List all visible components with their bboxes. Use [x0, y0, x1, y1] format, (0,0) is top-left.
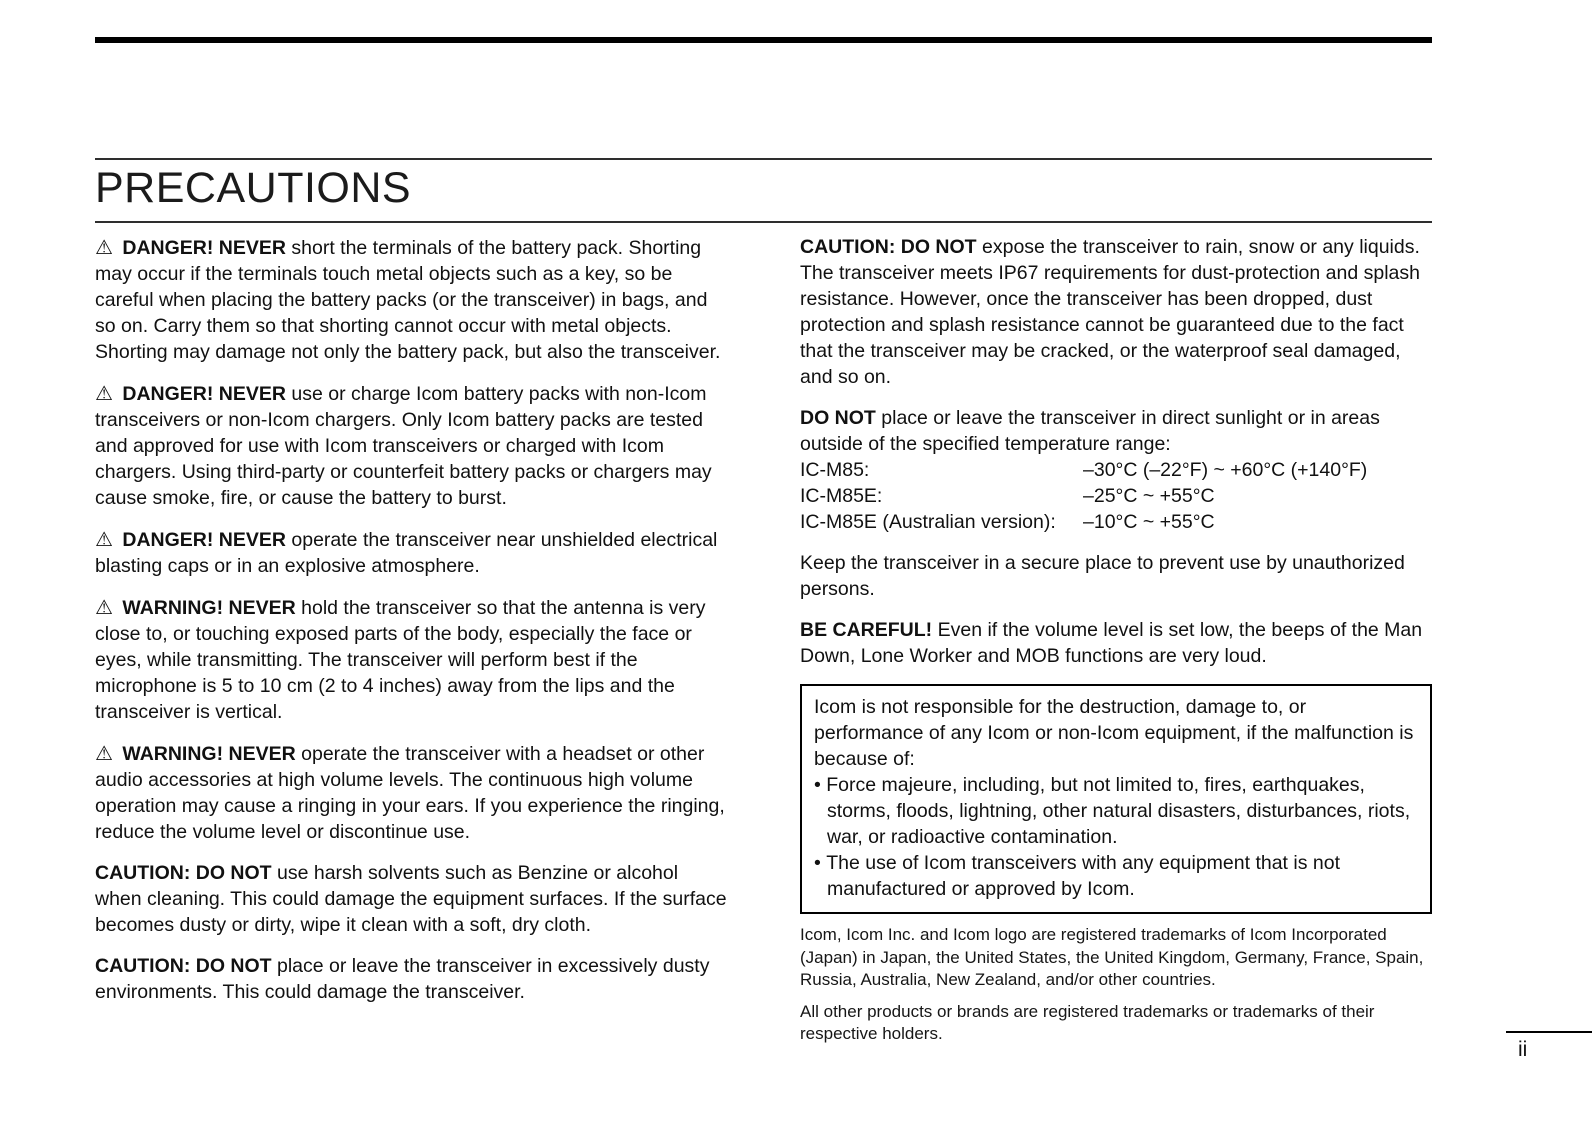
temperature-range: –10°C ~ +55°C: [1083, 511, 1215, 533]
danger-battery-charging-paragraph: [95, 380, 727, 511]
paragraph-text: use harsh solvents such as Benzine or alcohol when cleaning. This could damage the equipment surfaces. If the surface becomes dusty or dirty, wipe it clean with a soft, dry cloth.: [95, 862, 727, 936]
title-block: [95, 158, 1432, 223]
liability-intro: Icom is not responsible for the destruction, damage to, or performance of any Icom or non-Icom equipment, if the malfunction is because of:: [814, 696, 1414, 770]
temperature-table: [800, 457, 1432, 535]
liability-bullet-list: [814, 772, 1418, 902]
paragraph-text: operate the transceiver near unshielded electrical blasting caps or in an explosive atmosphere.: [95, 529, 718, 577]
paragraph-lead: DANGER! NEVER: [122, 383, 286, 405]
paragraph-lead: CAUTION: DO NOT: [95, 955, 272, 977]
page-footer: [1506, 1031, 1592, 1062]
paragraph-text: place or leave the transceiver in excessively dusty environments. This could damage the transceiver.: [95, 955, 710, 1003]
trademark-notice-icom: Icom, Icom Inc. and Icom logo are registered trademarks of Icom Incorporated (Japan) in Japan, the United States, the United Kingdom, Germany, France, Spain, Russia, Australia, New Zealand, and/or other countries.: [800, 925, 1424, 989]
warning-icon: ⚠: [95, 741, 113, 765]
page-number: ii: [1518, 1038, 1528, 1061]
paragraph-lead: CAUTION: DO NOT: [800, 236, 977, 258]
danger-blasting-caps-paragraph: [95, 526, 727, 579]
right-column: [800, 234, 1432, 1046]
paragraph-text: place or leave the transceiver in direct sunlight or in areas outside of the specified temperature range:: [800, 407, 1380, 455]
warning-icon: ⚠: [95, 235, 113, 259]
paragraph-text: hold the transceiver so that the antenna is very close to, or touching exposed parts of the body, especially the face or eyes, while transmitting. The transceiver will perform best if the microphone is 5 to 10 cm (2 to 4 inches) away from the lips and the transceiver is vertical.: [95, 597, 706, 723]
temperature-range: –30°C (–22°F) ~ +60°C (+140°F): [1083, 459, 1368, 481]
liability-bullet: • Force majeure, including, but not limited to, fires, earthquakes, storms, floods, lightning, other natural disasters, disturbances, riots, war, or radioactive contamination.: [814, 772, 1418, 850]
paragraph-text: expose the transceiver to rain, snow or any liquids. The transceiver meets IP67 requirements for dust-protection and splash resistance. However, once the transceiver has been dropped, dust protection and splash resistance cannot be guaranteed due to the fact that the transceiver may be cracked, or the waterproof seal damaged, and so on.: [800, 236, 1420, 388]
model-label: IC-M85:: [800, 459, 870, 481]
warning-icon: ⚠: [95, 527, 113, 551]
liability-notice-box: [800, 684, 1432, 914]
caution-dusty-environment-paragraph: [95, 953, 727, 1005]
paragraph-lead: BE CAREFUL!: [800, 619, 933, 641]
secure-place-paragraph: Keep the transceiver in a secure place to prevent use by unauthorized persons.: [800, 552, 1405, 600]
page-title: PRECAUTIONS: [95, 164, 412, 212]
be-careful-paragraph: [800, 617, 1432, 669]
warning-icon: ⚠: [95, 381, 113, 405]
caution-solvents-paragraph: [95, 860, 727, 938]
paragraph-text: Even if the volume level is set low, the beeps of the Man Down, Lone Worker and MOB functions are very loud.: [800, 619, 1423, 667]
warning-antenna-paragraph: [95, 594, 727, 725]
temperature-row: [800, 483, 1432, 509]
temperature-row: [800, 457, 1432, 483]
paragraph-lead: WARNING! NEVER: [122, 743, 296, 765]
liability-bullet: • The use of Icom transceivers with any equipment that is not manufactured or approved by Icom.: [814, 850, 1418, 902]
temperature-row: [800, 509, 1432, 535]
model-label: IC-M85E:: [800, 485, 883, 507]
danger-battery-shorting-paragraph: [95, 234, 727, 365]
paragraph-lead: DANGER! NEVER: [122, 529, 286, 551]
top-rule: [95, 37, 1432, 43]
paragraph-lead: DANGER! NEVER: [122, 237, 286, 259]
left-column: [95, 234, 727, 1046]
warning-headset-volume-paragraph: [95, 740, 727, 845]
paragraph-lead: DO NOT: [800, 407, 876, 429]
paragraph-text: short the terminals of the battery pack. Shorting may occur if the terminals touch metal objects such as a key, so be careful when placing the battery packs (or the transceiver) in bags, and so on. Carry them so that shorting cannot occur with metal objects. Shorting may damage not only the battery pack, but also the transceiver.: [95, 237, 721, 363]
warning-icon: ⚠: [95, 595, 113, 619]
paragraph-text: operate the transceiver with a headset or other audio accessories at high volume levels. The continuous high volume operation may cause a ringing in your ears. If you experience the ringing, reduce the volume level or discontinue use.: [95, 743, 725, 843]
caution-rain-paragraph: [800, 234, 1432, 390]
trademark-notice-others: All other products or brands are registered trademarks or trademarks of their respective holders.: [800, 1001, 1375, 1043]
model-label: IC-M85E (Australian version):: [800, 511, 1056, 533]
paragraph-lead: WARNING! NEVER: [122, 597, 296, 619]
temperature-range: –25°C ~ +55°C: [1083, 485, 1215, 507]
paragraph-text: use or charge Icom battery packs with non-Icom transceivers or non-Icom chargers. Only Icom battery packs are tested and approved for use with Icom transceivers or charged with Icom chargers. Using third-party or counterfeit battery packs or chargers may cause smoke, fire, or cause the battery to burst.: [95, 383, 712, 509]
paragraph-lead: CAUTION: DO NOT: [95, 862, 272, 884]
do-not-sunlight-paragraph: [800, 405, 1432, 457]
content-columns: [95, 234, 1432, 1046]
